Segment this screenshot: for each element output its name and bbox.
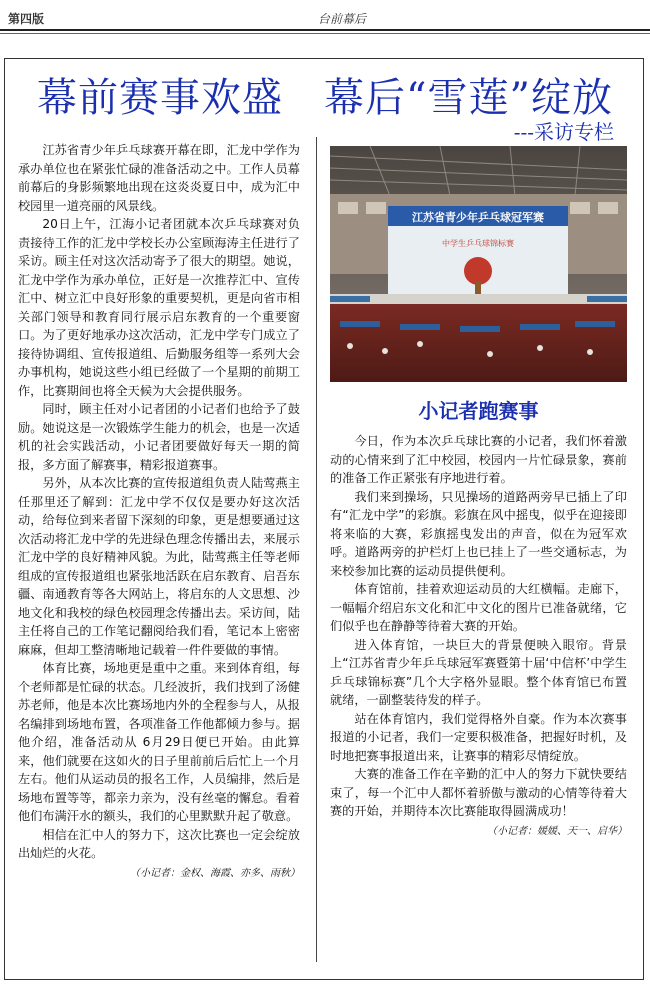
header-rule (0, 29, 650, 31)
paragraph: 相信在汇中人的努力下，这次比赛也一定会绽放出灿烂的火花。 (18, 827, 300, 860)
article-title: 幕前赛事欢盛 幕后“雪莲”绽放 (37, 75, 613, 121)
paragraph: 体育比赛，场地更是重中之重。来到体育组，每个老师都是忙碌的状态。几经波折，我们找到了汤健苏老师，他是本次比赛场地内外的全程参与人，从报名编排到场地布置，各项准备工作他都倾力参与。据他介绍，准备活动从 6月29日便已开始。由此算来，他们就要在这如火的日子里前前后后忙上一个月左右。他们从运动员的报名工作，人员编排，然后是场地布置等等，都亲力亲为，没有丝毫的懈怠。看着他们布满汗水的额头，我们的心里默默升起了敬意。 (18, 661, 300, 823)
section-label: 台前幕后 (318, 12, 367, 26)
paragraph: 体育馆前，挂着欢迎运动员的大红横幅。走廊下，一幅幅介绍启东文化和汇中文化的图片已准备就绪，它们似乎也在静静等待着大赛的开始。 (330, 582, 627, 633)
paragraph: 今日，作为本次乒乓球比赛的小记者，我们怀着激动的心情来到了汇中校园，校园内一片忙碌景象，赛前的准备工作正紧张有序地进行着。 (330, 434, 627, 485)
header-rule-thin (0, 33, 650, 34)
subsection-heading: 小记者跑赛事 (418, 399, 539, 423)
banner-text: 江苏省青少年乒乓球冠军赛 (412, 211, 544, 224)
page-number-label: 第四版 (8, 12, 45, 26)
article-subtitle: ---采访专栏 (513, 120, 614, 144)
right-signature: （小记者：媛媛、天一、启华） (487, 825, 627, 837)
paragraph: 同时，顾主任对小记者团的小记者们也给予了鼓励。她说这是一次锻炼学生能力的机会，也是一次适机的社会实践活动，小记者团要做好每天一期的简报，多方面了解赛事，精彩报道赛事。 (18, 402, 300, 472)
left-signature: （小记者：金权、海霞、亦多、雨秋） (130, 867, 300, 879)
gym-photo (330, 146, 627, 382)
page-header (0, 0, 650, 34)
paragraph: 进入体育馆，一块巨大的背景便映入眼帘。背景上“江苏省青少年乒乓球冠军赛暨第十届‘中信杯’中学生乒乓球锦标赛”几个大字格外显眼。整个体育馆已布置就绪，一副整装待发的样子。 (330, 637, 627, 707)
paragraph: 20日上午，江海小记者团就本次乒乓球赛对负责接待工作的汇龙中学校长办公室顾海涛主任进行了采访。顾主任对这次活动寄予了很大的期望。她说，汇龙中学作为承办单位，正好是一次推荐汇中、宣传汇中、树立汇中良好形象的重要契机，更是向省市相关部门领导和教育同行展示启东教育的一个重要窗口。为了更好地承办这次活动，汇龙中学专门成立了接待协调组、宣传报道组、后勤服务组等一系列大会办事机构，她说这些小组已经做了一个星期的前期工作，比赛期间也将全天候为大会提供服务。 (18, 217, 300, 398)
column-divider (316, 137, 317, 962)
paragraph: 大赛的准备工作在辛勤的汇中人的努力下就快要结束了，每一个汇中人都怀着骄傲与激动的心情等待着大赛的开始，并期待本次比赛能取得圆满成功！ (330, 767, 627, 818)
paragraph: 我们来到操场，只见操场的道路两旁早已插上了印有“汇龙中学”的彩旗。彩旗在风中摇曳，似乎在迎接即将来临的大赛，彩旗摇曳发出的声音，似在为冠军欢呼。道路两旁的护栏灯上也已挂上了一些交通标志，为来校参加比赛的运动员提供便利。 (330, 489, 627, 578)
right-column (330, 432, 627, 841)
paragraph: 江苏省青少年乒乓球赛开幕在即，汇龙中学作为承办单位也在紧张忙碌的准备活动之中。工作人员幕前幕后的身影频繁地出现在这炎炎夏日中，成为汇中校园里一道亮丽的风景线。 (18, 143, 300, 213)
paragraph: 站在体育馆内，我们觉得格外自豪。作为本次赛事报道的小记者，我们一定要积极准备，把握好时机，及时地把赛事报道出来，让赛事的精彩尽情绽放。 (330, 711, 627, 763)
paragraph: 另外，从本次比赛的宣传报道组负责人陆莺燕主任那里还了解到：汇龙中学不仅仅是要办好这次活动，给每位到来者留下深刻的印象，更是想要通过这次活动将汇龙中学的先进绿色理念传播出去，来展示汇龙中学的良好精神风貌。为此，陆莺燕主任等老师组成的宣传报道组也紧张地活跃在启东教育、启吾东疆、南通教育等各大网站上，将启东的人文思想、沙地文化和我校的绿色校园理念传播出去。采访间，陆主任将自己的工作笔记翻阅给我们看，笔记本上密密麻麻，但却工整清晰地记载着一件件要做的事情。 (18, 476, 300, 657)
banner-subtext: 中学生乒乓球锦标赛 (442, 239, 514, 248)
left-column (18, 141, 300, 883)
